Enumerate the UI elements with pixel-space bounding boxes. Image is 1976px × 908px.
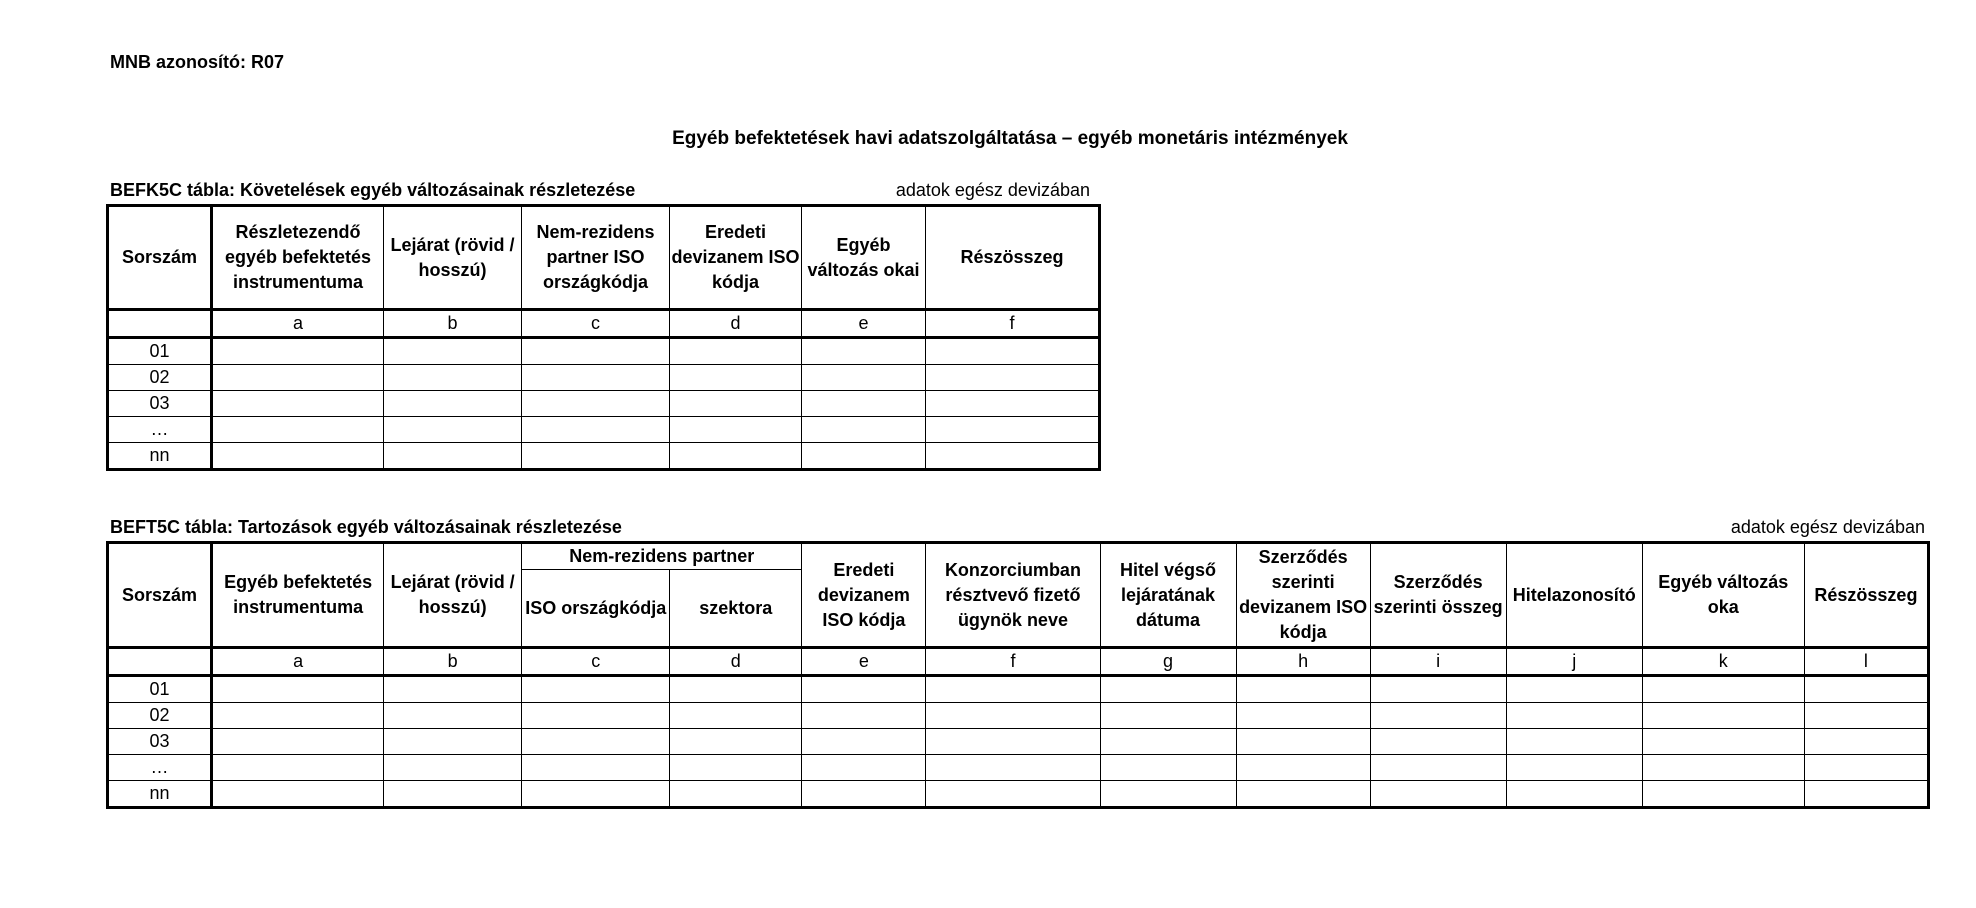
table2-row (108, 729, 1929, 755)
table1-letter-cell: e (802, 310, 926, 338)
table1-input-cell[interactable] (802, 417, 926, 443)
table2-input-cell[interactable] (1642, 755, 1804, 781)
table1-header-cell: Eredeti devizanem ISO kódja (670, 206, 802, 310)
table1-input-cell[interactable] (802, 365, 926, 391)
table2-header-group: Nem-rezidens partner (522, 543, 802, 570)
table1-row (108, 391, 1100, 417)
table1-input-cell[interactable] (926, 338, 1100, 365)
table1-row (108, 365, 1100, 391)
table2-input-cell[interactable] (802, 676, 926, 703)
table2-header-cell: ISO országkódja (522, 570, 670, 648)
table1-input-cell[interactable] (670, 365, 802, 391)
table2-input-cell[interactable] (522, 703, 670, 729)
table2-letter-cell: i (1370, 648, 1506, 676)
table1-row (108, 417, 1100, 443)
table2-unit: adatok egész devizában (1730, 517, 1925, 537)
table2-input-cell[interactable] (1100, 781, 1236, 808)
table1-letter-cell: f (926, 310, 1100, 338)
table1-input-cell[interactable] (212, 391, 384, 417)
table2-input-cell[interactable] (802, 729, 926, 755)
table1-input-cell[interactable] (926, 391, 1100, 417)
table1-input-cell[interactable] (384, 391, 522, 417)
table1-input-cell[interactable] (802, 338, 926, 365)
table2-input-cell[interactable] (1370, 729, 1506, 755)
page-title: Egyéb befektetések havi adatszolgáltatása – egyéb monetáris intézmények (672, 128, 1348, 149)
table1-input-cell[interactable] (384, 365, 522, 391)
table2-row-number: 02 (108, 703, 212, 729)
table2-input-cell[interactable] (384, 703, 522, 729)
table2-input-cell[interactable] (1804, 703, 1928, 729)
table2-input-cell[interactable] (384, 676, 522, 703)
table2-letter-cell: d (670, 648, 802, 676)
table2-input-cell[interactable] (670, 755, 802, 781)
table2-input-cell[interactable] (1506, 781, 1642, 808)
table2-input-cell[interactable] (1642, 703, 1804, 729)
table1-input-cell[interactable] (802, 443, 926, 470)
table2-header-cell: Szerződés szerinti összeg (1370, 543, 1506, 648)
table2-input-cell[interactable] (1100, 755, 1236, 781)
table2-input-cell[interactable] (926, 676, 1100, 703)
table1-letter-row (108, 310, 1100, 338)
table2-input-cell[interactable] (1506, 703, 1642, 729)
table2-letter-cell: a (212, 648, 384, 676)
table1-letter-cell (108, 310, 212, 338)
table1-input-cell[interactable] (384, 417, 522, 443)
table2-letter-cell (108, 648, 212, 676)
table2-input-cell[interactable] (670, 781, 802, 808)
table2-input-cell[interactable] (670, 676, 802, 703)
table1-header-cell: Részletezendő egyéb befektetés instrumentuma (212, 206, 384, 310)
table1-input-cell[interactable] (926, 417, 1100, 443)
table2-input-cell[interactable] (384, 755, 522, 781)
table2-input-cell[interactable] (212, 676, 384, 703)
table1-input-cell[interactable] (522, 417, 670, 443)
table1-row-number: nn (108, 443, 212, 470)
table1-input-cell[interactable] (926, 443, 1100, 470)
table2-input-cell[interactable] (1236, 781, 1370, 808)
table2-header-cell: szektora (670, 570, 802, 648)
table1-row-number: … (108, 417, 212, 443)
table1-input-cell[interactable] (670, 391, 802, 417)
table2-input-cell[interactable] (1642, 676, 1804, 703)
table1-letter-cell: d (670, 310, 802, 338)
table2-header-cell: Lejárat (rövid / hosszú) (384, 543, 522, 648)
table2-input-cell[interactable] (212, 703, 384, 729)
table1-input-cell[interactable] (212, 365, 384, 391)
table2-input-cell[interactable] (1100, 703, 1236, 729)
table1-row-number: 01 (108, 338, 212, 365)
table2-input-cell[interactable] (926, 729, 1100, 755)
table2-input-cell[interactable] (1370, 781, 1506, 808)
table2-row (108, 703, 1929, 729)
table2-input-cell[interactable] (1804, 781, 1928, 808)
table1-row-number: 02 (108, 365, 212, 391)
table2-header-cell: Sorszám (108, 543, 212, 648)
table1-input-cell[interactable] (522, 443, 670, 470)
table2-input-cell[interactable] (802, 755, 926, 781)
table2-input-cell[interactable] (1100, 729, 1236, 755)
table2-row (108, 781, 1929, 808)
table2-input-cell[interactable] (1804, 676, 1928, 703)
table2-input-cell[interactable] (1236, 703, 1370, 729)
table1 (106, 204, 1101, 471)
table2-input-cell[interactable] (926, 781, 1100, 808)
table2-letter-cell: j (1506, 648, 1642, 676)
table2-input-cell[interactable] (384, 729, 522, 755)
table2-input-cell[interactable] (522, 781, 670, 808)
table2-input-cell[interactable] (522, 755, 670, 781)
table1-row (108, 338, 1100, 365)
table1-input-cell[interactable] (212, 443, 384, 470)
table2-input-cell[interactable] (926, 755, 1100, 781)
table1-input-cell[interactable] (384, 338, 522, 365)
table2-header-cell: Szerződés szerinti devizanem ISO kódja (1236, 543, 1370, 648)
table1-letter-cell: b (384, 310, 522, 338)
table2-input-cell[interactable] (802, 781, 926, 808)
table2-letter-cell: h (1236, 648, 1370, 676)
table1-header-cell: Részösszeg (926, 206, 1100, 310)
table2 (106, 541, 1930, 809)
table2-input-cell[interactable] (212, 755, 384, 781)
table1-unit: adatok egész devizában (895, 180, 1090, 200)
table1-input-cell[interactable] (522, 338, 670, 365)
table2-row-number: … (108, 755, 212, 781)
table2-input-cell[interactable] (670, 729, 802, 755)
table2-input-cell[interactable] (802, 703, 926, 729)
table2-row-number: 01 (108, 676, 212, 703)
table2-input-cell[interactable] (1642, 781, 1804, 808)
table2-input-cell[interactable] (1506, 755, 1642, 781)
table1-letter-cell: c (522, 310, 670, 338)
table2-header-cell: Egyéb változás oka (1642, 543, 1804, 648)
table2-letter-cell: c (522, 648, 670, 676)
table2-row (108, 676, 1929, 703)
table1-row (108, 443, 1100, 470)
table2-header-cell: Eredeti devizanem ISO kódja (802, 543, 926, 648)
table2-letter-cell: l (1804, 648, 1928, 676)
table2-header-cell: Konzorciumban résztvevő fizető ügynök neve (926, 543, 1100, 648)
table2-header-cell: Egyéb befektetés instrumentuma (212, 543, 384, 648)
table2-input-cell[interactable] (1370, 703, 1506, 729)
table1-input-cell[interactable] (802, 391, 926, 417)
table2-row-number: nn (108, 781, 212, 808)
table2-header-cell: Hitel végső lejáratának dátuma (1100, 543, 1236, 648)
table1-input-cell[interactable] (926, 365, 1100, 391)
table2-header-cell: Részösszeg (1804, 543, 1928, 648)
table2-row-number: 03 (108, 729, 212, 755)
table1-row-number: 03 (108, 391, 212, 417)
table2-input-cell[interactable] (212, 729, 384, 755)
table1-input-cell[interactable] (670, 417, 802, 443)
table2-input-cell[interactable] (1236, 729, 1370, 755)
table2-input-cell[interactable] (1236, 755, 1370, 781)
table2-input-cell[interactable] (1370, 676, 1506, 703)
table2-header-row (108, 543, 1929, 570)
table1-caption: BEFK5C tábla: Követelések egyéb változásainak részletezése (110, 180, 636, 200)
table2-input-cell[interactable] (1506, 729, 1642, 755)
table2-input-cell[interactable] (926, 703, 1100, 729)
table1-header-cell: Nem-rezidens partner ISO országkódja (522, 206, 670, 310)
table2-input-cell[interactable] (212, 781, 384, 808)
table1-input-cell[interactable] (212, 338, 384, 365)
table1-input-cell[interactable] (212, 417, 384, 443)
table1-header-cell: Lejárat (rövid / hosszú) (384, 206, 522, 310)
table1-header-cell: Sorszám (108, 206, 212, 310)
table2-input-cell[interactable] (1506, 676, 1642, 703)
table2-header-cell: Hitelazonosító (1506, 543, 1642, 648)
table1-input-cell[interactable] (522, 365, 670, 391)
table1-input-cell[interactable] (670, 443, 802, 470)
table2-input-cell[interactable] (1804, 729, 1928, 755)
table2-letter-cell: b (384, 648, 522, 676)
table2-input-cell[interactable] (384, 781, 522, 808)
table2-caption: BEFT5C tábla: Tartozások egyéb változásainak részletezése (110, 517, 622, 537)
table1-header-row (108, 206, 1100, 310)
table2-input-cell[interactable] (1100, 676, 1236, 703)
table2-input-cell[interactable] (670, 703, 802, 729)
table1-letter-cell: a (212, 310, 384, 338)
table1-input-cell[interactable] (522, 391, 670, 417)
mnb-identifier: MNB azonosító: R07 (110, 52, 285, 72)
table1-input-cell[interactable] (670, 338, 802, 365)
table2-input-cell[interactable] (1236, 676, 1370, 703)
table2-letter-cell: g (1100, 648, 1236, 676)
table2-input-cell[interactable] (522, 729, 670, 755)
table2-letter-row (108, 648, 1929, 676)
table2-letter-cell: k (1642, 648, 1804, 676)
table2-input-cell[interactable] (1642, 729, 1804, 755)
table2-input-cell[interactable] (1370, 755, 1506, 781)
table1-header-cell: Egyéb változás okai (802, 206, 926, 310)
table2-row (108, 755, 1929, 781)
table2-input-cell[interactable] (522, 676, 670, 703)
table2-input-cell[interactable] (1804, 755, 1928, 781)
table1-input-cell[interactable] (384, 443, 522, 470)
table2-letter-cell: f (926, 648, 1100, 676)
table2-letter-cell: e (802, 648, 926, 676)
